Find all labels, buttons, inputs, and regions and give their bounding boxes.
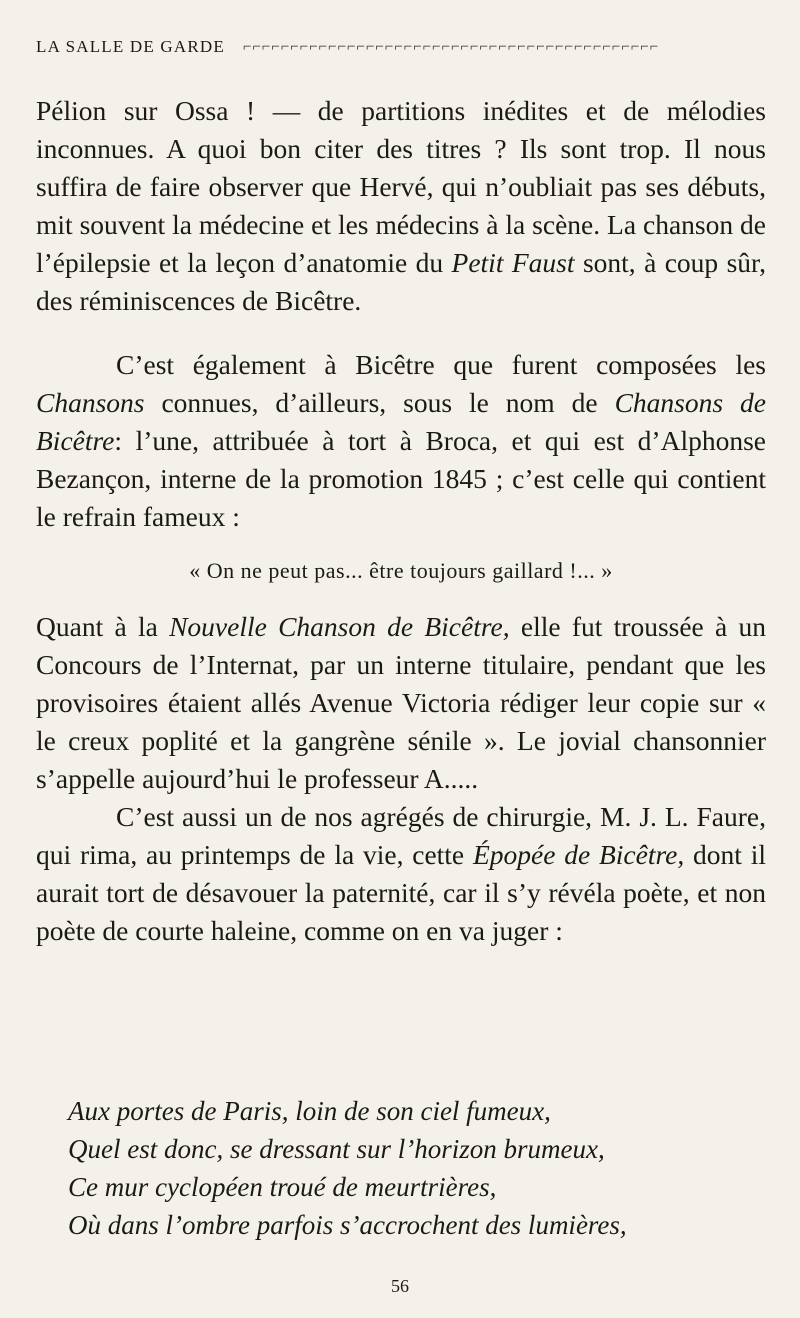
work-title-petit-faust: Petit Faust [451, 247, 575, 278]
work-title-epopee: Épopée de Bicêtre, [472, 839, 685, 870]
paragraph-2 [36, 346, 766, 536]
paragraph-2-text-c: : l’une, attribuée à tort à Broca, et qui est d’Alphonse Bezançon, interne de la promotion 1845 ; c’est celle qui contient le refrain fameux : [36, 425, 766, 532]
paragraph-3-text-a: Quant à la [36, 611, 170, 642]
refrain-quote: « On ne peut pas... être toujours gaillard !... » [189, 558, 613, 583]
page-number: 56 [391, 1276, 409, 1296]
verse-line: Aux portes de Paris, loin de son ciel fumeux, [68, 1096, 551, 1126]
paragraph-3-text-b: elle fut troussée à un Concours de l’Internat, par un interne titulaire, pendant que les provisoires étaient allés Avenue Victoria rédiger leur copie sur « le creux poplité et la gangrène sénile ». Le jovial chansonnier s’appelle aujourd’hui le professeur A..... [36, 611, 766, 794]
running-head [36, 36, 766, 58]
work-title-chansons: Chansons [36, 387, 145, 418]
paragraph-4 [36, 798, 766, 950]
paragraph-1-text-a: Pélion sur Ossa ! — de partitions inédites et de mélodies inconnues. A quoi bon citer des titres ? Ils sont trop. Il nous suffira de faire observer que Hervé, qui n’oubliait pas ses débuts, mit souvent la médecine et les médecins à la scène. La chanson de l’épilepsie et la leçon d’anatomie du [36, 95, 766, 278]
paragraph-2-text-a: C’est également à Bicêtre que furent composées les [116, 349, 766, 380]
work-title-chansons-de-bicetre: Chansons de Bicêtre [36, 387, 766, 456]
paragraph-4-text-b: dont il aurait tort de désavouer la paternité, car il s’y révéla poète, et non poète de courte haleine, comme on en va juger : [36, 839, 767, 946]
verse-block [68, 1092, 768, 1244]
work-title-nouvelle-chanson: Nouvelle Chanson de Bicêtre, [169, 611, 510, 642]
ornament-band: ⌐⌐⌐⌐⌐⌐⌐⌐⌐⌐⌐⌐⌐⌐⌐⌐⌐⌐⌐⌐⌐⌐⌐⌐⌐⌐⌐⌐⌐⌐⌐⌐⌐⌐⌐⌐⌐⌐⌐⌐⌐⌐⌐⌐ [242, 38, 660, 55]
paragraph-3 [36, 608, 766, 798]
paragraph-1 [36, 92, 766, 320]
paragraph-1-text-b: sont, à coup sûr, des réminiscences de Bicêtre. [36, 247, 766, 316]
running-title: LA SALLE DE GARDE [36, 37, 225, 56]
verse-line: Quel est donc, se dressant sur l’horizon brumeux, [68, 1134, 605, 1164]
verse-line: Où dans l’ombre parfois s’accrochent des lumières, [68, 1210, 627, 1240]
paragraph-4-text-a: C’est aussi un de nos agrégés de chirurgie, M. J. L. Faure, qui rima, au printemps de la vie, cette [36, 801, 766, 870]
paragraph-2-text-b: connues, d’ailleurs, sous le nom de [144, 387, 615, 418]
body-text [36, 92, 766, 950]
verse-line: Ce mur cyclopéen troué de meurtrières, [68, 1172, 497, 1202]
